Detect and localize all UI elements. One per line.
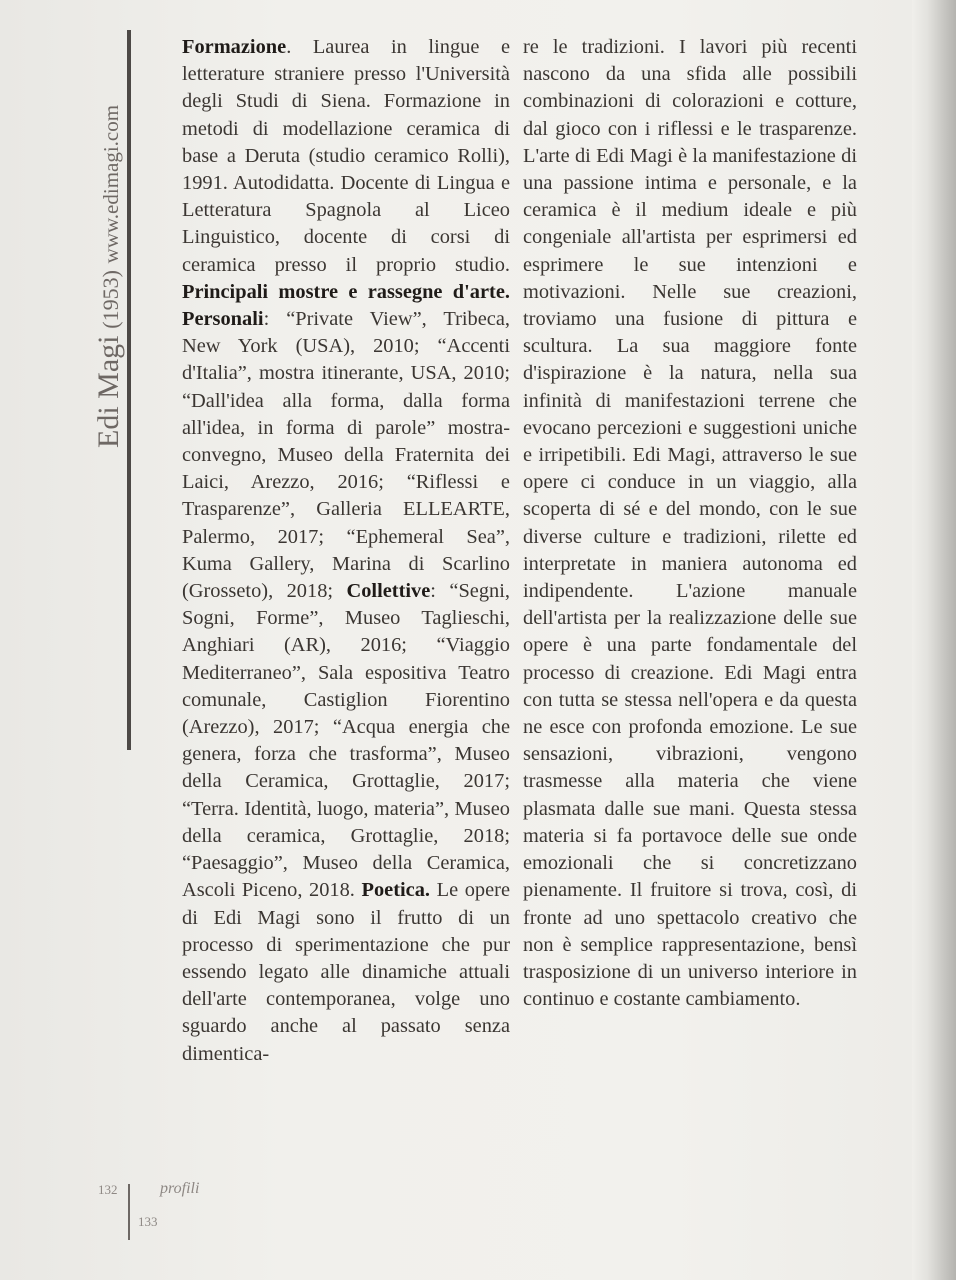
personali-text: : “Private View”, Tribeca, New York (USA), 2010; “Accenti d'Italia”, mostra itinerante, USA, 2010; “Dall'idea alla forma, dalla forma all'idea, in forma di parole” mostra-convegno, Museo della Fraternita dei Laici, Arezzo, 2016; “Riflessi e Trasparenze”, Galleria ELLEARTE, Palermo, 2017; “Ephemeral Sea”, Kuma Gallery, Marina di Scarlino (Grosseto), 2018; [182, 308, 510, 603]
vertical-title [92, 28, 126, 448]
right-text-column [523, 34, 857, 1013]
artist-name: Edi Magi [92, 335, 125, 448]
left-text-column [182, 34, 510, 1068]
vertical-rule [127, 30, 131, 750]
poetica-text: Le opere di Edi Magi sono il frutto di un processo di sperimentazione che pur essendo legato alle dinamiche attuali dell'arte contemporanea, volge uno sguardo anche al passato senza dimentica- [182, 879, 511, 1065]
collettive-label: Collettive [346, 580, 431, 603]
poetica-label: Poetica. [361, 879, 431, 902]
page-number-right: 133 [138, 1214, 158, 1229]
personali-label: Personali [182, 308, 264, 331]
biography-paragraph [182, 34, 510, 1068]
artist-birth-year: (1953) [98, 270, 123, 329]
formazione-text: . Laurea in lingue e letterature straniere presso l'Università degli Studi di Siena. Formazione in metodi di modellazione ceramica di base a Deruta (studio ceramico Rolli), 1991. Autodidatta. Docente di Lingua e Letteratura Spagnola al Liceo Linguistico, docente di corsi di ceramica presso il proprio studio. [182, 36, 510, 276]
page-edge [912, 0, 956, 1280]
formazione-label: Formazione [182, 36, 287, 58]
artist-heading [84, 30, 134, 750]
page-footer [92, 1176, 242, 1246]
collettive-text: : “Segni, Sogni, Forme”, Museo Taglieschi, Anghiari (AR), 2016; “Viaggio Mediterraneo”, Sala espositiva Teatro comunale, Castiglion Fiorentino (Arezzo), 2017; “Acqua energia che genera, forza che trasforma”, Museo della Ceramica, Grottaglie, 2017; “Terra. Identità, luogo, materia”, Museo della ceramica, Grottaglie, 2018; “Paesaggio”, Museo della Ceramica, Ascoli Piceno, 2018. [182, 580, 510, 902]
footer-rule [128, 1184, 130, 1240]
poetica-continuation: re le tradizioni. I lavori più recenti nascono da una sfida alle possibili combinazioni di colorazioni e cotture, dal gioco con i riflessi e le trasparenze. L'arte di Edi Magi è la manifestazione di una passione intima e personale, e la ceramica è il medium ideale e più congeniale all'artista per esprimersi ed esprimere le sue intenzioni e motivazioni. Nelle sue creazioni, troviamo una fusione di pittura e scultura. La sua maggiore fonte d'ispirazione è la natura, nella sua infinità di manifestazioni terrene che evocano percezioni e suggestioni uniche e irripetibili. Edi Magi, attraverso le sue opere ci conduce in un viaggio, alla scoperta di sé e del mondo, con le sue diverse culture e tradizioni, rilette ed interpretate in maniera autonoma ed indipendente. L'azione manuale dell'artista per la realizzazione delle sue opere è una parte fondamentale del processo di creazione. Edi Magi entra con tutta se stessa nell'opera e da questa ne esce con profonda emozione. Le sue sensazioni, vibrazioni, vengono trasmesse alla materia che viene plasmata dalle sue mani. Questa stessa materia si fa portavoce delle sue onde emozionali che si concretizzano pienamente. Il fruitore si trova, così, di fronte ad uno spettacolo creativo che non è semplice rappresentazione, bensì trasposizione di un universo interiore in continuo e costante cambiamento. [523, 36, 857, 1011]
artist-website: www.edimagi.com [99, 104, 123, 264]
mostre-label: Principali mostre e rassegne d'arte. [182, 280, 510, 303]
section-name: profili [160, 1180, 200, 1197]
page-number-left: 132 [98, 1182, 118, 1197]
